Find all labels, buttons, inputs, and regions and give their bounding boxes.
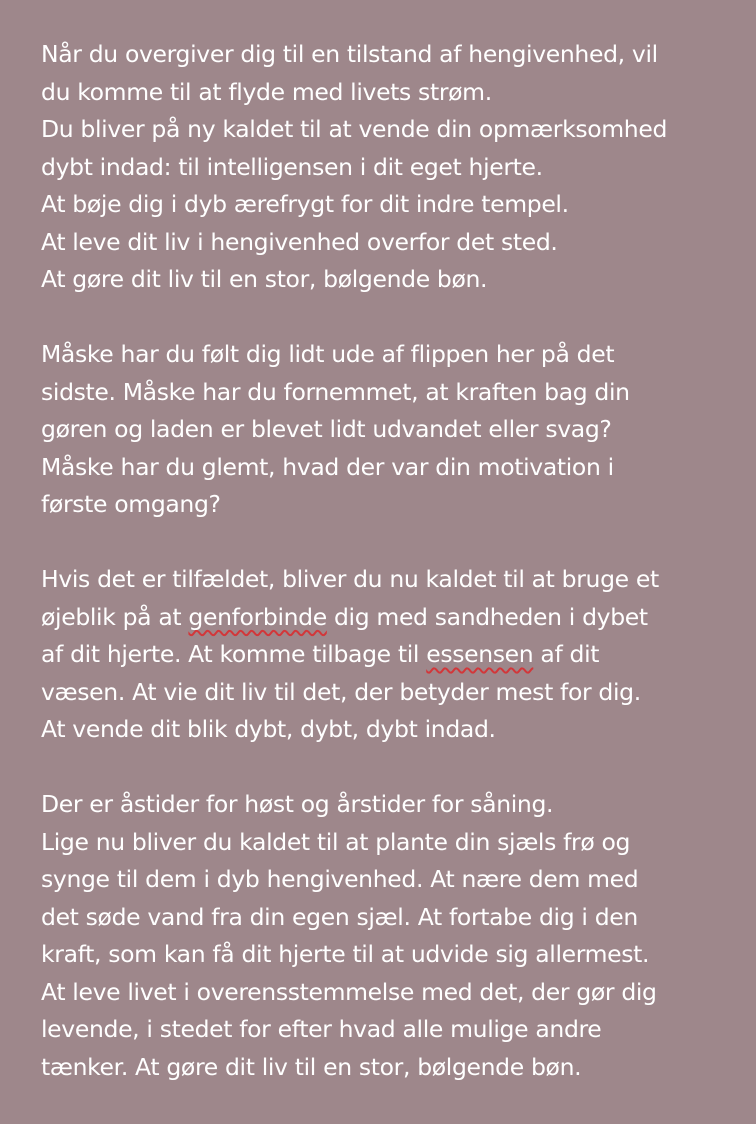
- paragraph-devotion: [41, 36, 736, 299]
- text-line: Du bliver på ny kaldet til at vende din opmærksomhed: [41, 115, 668, 143]
- text-line: Hvis det er tilfældet, bliver du nu kaldet til at bruge et: [41, 565, 659, 593]
- text-line: Lige nu bliver du kaldet til at plante din sjæls frø og: [41, 827, 631, 856]
- spellcheck-flagged-word[interactable]: essensen: [426, 640, 534, 668]
- text-line: Når du overgiver dig til en tilstand af hengivenhed, vil: [41, 40, 658, 68]
- text-line: Måske har du glemt, hvad der var din motivation i: [41, 452, 614, 481]
- text-line: sidste. Måske har du fornemmet, at kraften bag din: [41, 377, 630, 406]
- text-line: [41, 599, 736, 637]
- text-line: Der er åstider for høst og årstider for såning.: [41, 790, 554, 818]
- text-line: første omgang?: [41, 490, 221, 518]
- text-line: At vende dit blik dybt, dybt, dybt indad.: [41, 715, 496, 743]
- text-line: dybt indad: til intelligensen i dit eget hjerte.: [41, 152, 543, 181]
- text-line: At leve livet i overensstemmelse med det, der gør dig: [41, 977, 657, 1006]
- text-line: gøren og laden er blevet lidt udvandet eller svag?: [41, 415, 612, 443]
- spellcheck-flagged-word[interactable]: genforbinde: [188, 602, 327, 631]
- text-segment: af dit hjerte. At komme tilbage til: [41, 640, 427, 668]
- paragraph-reconnect: [41, 561, 736, 749]
- text-line: At gøre dit liv til en stor, bølgende bøn.: [41, 265, 488, 293]
- text-line: det søde vand fra din egen sjæl. At fortabe dig i den: [41, 902, 638, 931]
- text-segment: øjeblik på at: [41, 602, 189, 631]
- text-line: [41, 636, 736, 674]
- text-line: At bøje dig i dyb ærefrygt for dit indre tempel.: [41, 190, 569, 218]
- text-line: kraft, som kan få dit hjerte til at udvide sig allermest.: [41, 940, 650, 968]
- paragraph-motivation: [41, 336, 736, 524]
- paragraph-seasons: [41, 786, 736, 1086]
- text-line: væsen. At vie dit liv til det, der betyder mest for dig.: [41, 677, 641, 706]
- text-line: Måske har du følt dig lidt ude af flippen her på det: [41, 340, 615, 368]
- text-segment: dig med sandheden i dybet: [326, 602, 648, 631]
- text-segment: af dit: [533, 640, 600, 668]
- text-line: levende, i stedet for efter hvad alle mulige andre: [41, 1015, 602, 1043]
- text-line: At leve dit liv i hengivenhed overfor det sted.: [41, 227, 558, 256]
- text-line: tænker. At gøre dit liv til en stor, bølgende bøn.: [41, 1052, 582, 1081]
- text-line: synge til dem i dyb hengivenhed. At nære dem med: [41, 865, 639, 893]
- text-line: du komme til at flyde med livets strøm.: [41, 77, 492, 106]
